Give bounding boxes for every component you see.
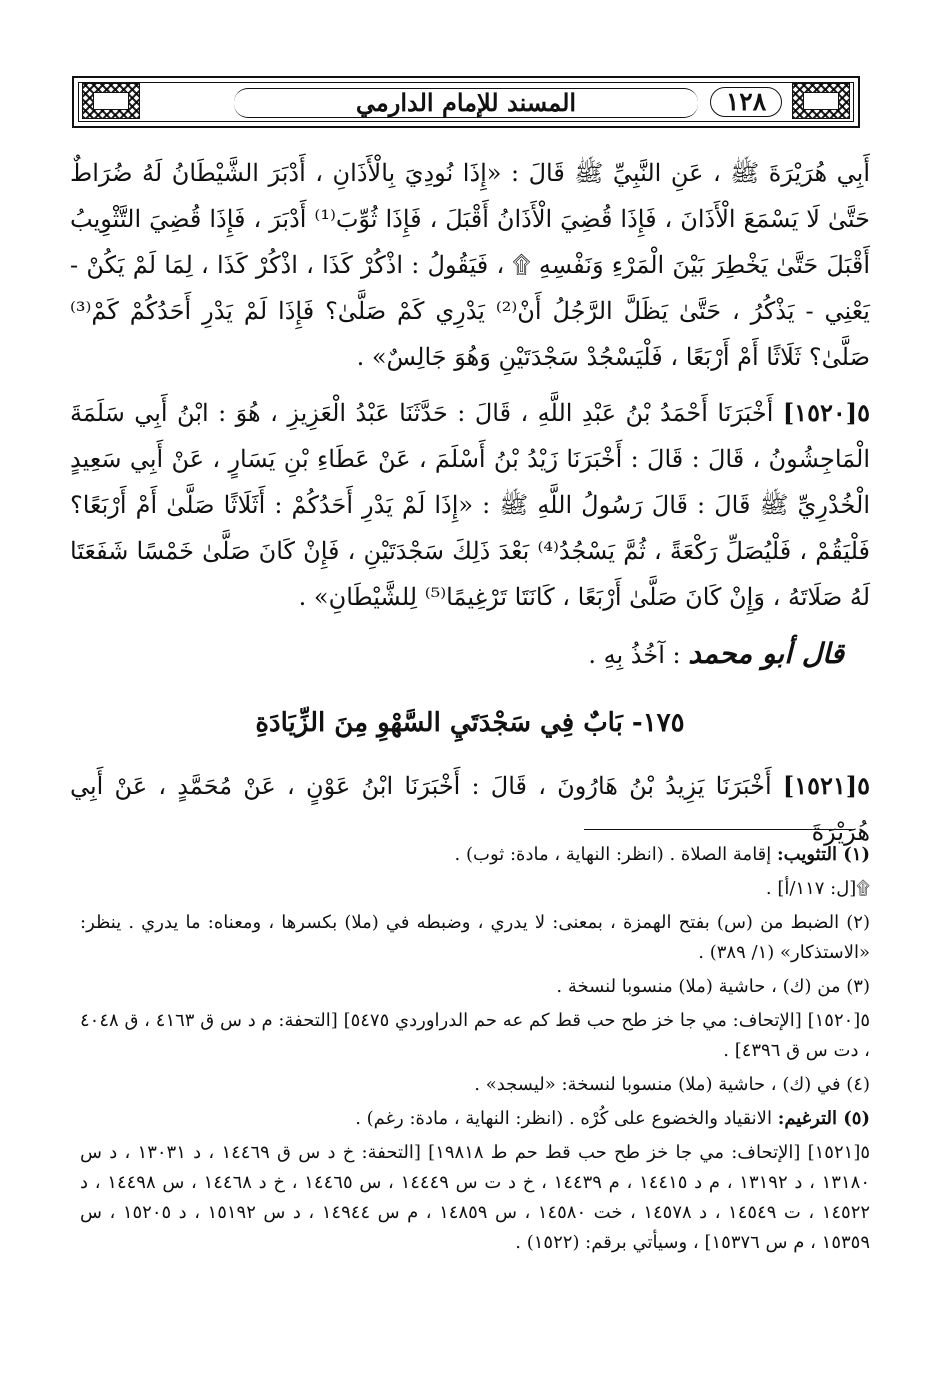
hadith-1519-continuation: أَبِي هُرَيْرَةَ ﷺ ، عَنِ النَّبِيِّ ﷺ قَالَ : «إِذَا نُودِيَ بِالْأَذَانِ ، أَدْبَرَ الشَّيْطَانُ لَهُ ضُرَاطٌ حَتَّىٰ لَا يَسْمَعَ الْأَذَانَ ، فَإِذَا قُضِيَ الْأَذَانُ أَقْبَلَ ، فَإِذَا ثُوِّبَ⁽¹⁾ أَدْبَرَ ، فَإِذَا قُضِيَ التَّثْوِيبُ أَقْبَلَ حَتَّىٰ يَخْطِرَ بَيْنَ الْمَرْءِ وَنَفْسِهِ ۩ ، فَيَقُولُ : اذْكُرْ كَذَا ، اذْكُرْ كَذَا ، لِمَا لَمْ يَكُنْ - يَعْنِي - يَذْكُرُ ، حَتَّىٰ يَظَلَّ الرَّجُلُ أَنْ⁽²⁾ يَدْرِي كَمْ صَلَّىٰ؟ فَإِذَا لَمْ يَدْرِ أَحَدُكُمْ كَمْ⁽³⁾ صَلَّىٰ؟ ثَلَاثًا أَمْ أَرْبَعًا ، فَلْيَسْجُدْ سَجْدَتَيْنِ وَهُوَ جَالِسٌ» . (70, 159, 870, 371)
footnote-1520-refs: ٥[١٥٢٠] [الإتحاف: مي جا خز طح حب قط كم عه حم الدراوردي ٥٤٧٥] [التحفة: م د س ق ٤١٦٣ ، ق ٤٠٤٨ ، دت س ق ٤٣٩٦] . (80, 1010, 870, 1061)
footnote-4: (٤) في (ك) ، حاشية (ملا) منسوبا لنسخة: «ليسجد» . (474, 1074, 870, 1095)
main-text (70, 150, 870, 855)
hadith-number: ٥[١٥٢١] (782, 771, 870, 800)
footnote-1521-refs: ٥[١٥٢١] [الإتحاف: مي جا خز طح حب قط حم ط ١٩٨١٨] [التحفة: خ د س ق ١٤٤٦٩ ، د ١٣٠٣١ ، د س ١٣١٨٠ ، د ١٣١٩٢ ، م د ١٤٤١٥ ، م ١٤٤٣٩ ، خ د ت س ١٤٤٤٩ ، س ١٤٤٦٥ ، خ د ١٤٤٦٨ ، س ١٤٤٩٨ ، د ١٤٥٢٢ ، ت ١٤٥٤٩ ، د ١٤٥٧٨ ، خت ١٤٥٨٠ ، س ١٤٨٥٩ ، م س ١٤٩٤٤ ، د س ١٥١٩٢ ، د ١٥٢٠٥ ، س ١٥٣٥٩ ، م س ١٥٣٧٦] ، وسيأتي برقم: (١٥٢٢) . (80, 1142, 871, 1253)
footnote-3: (٣) من (ك) ، حاشية (ملا) منسوبا لنسخة . (556, 976, 870, 997)
running-header (72, 76, 860, 128)
footnote-label: (١) التثويب: (777, 844, 870, 865)
hadith-text: أَخْبَرَنَا يَزِيدُ بْنُ هَارُونَ ، قَالَ : أَخْبَرَنَا ابْنُ عَوْنٍ ، عَنْ مُحَمَّدٍ ، عَنْ أَبِي هُرَيْرَةَ (70, 772, 870, 846)
footnote-1 (80, 840, 870, 870)
hadith-1520 (70, 390, 870, 620)
ornament-seal-left (82, 83, 140, 119)
comment-text: : آخُذُ بِهِ . (588, 641, 681, 669)
footnotes (80, 840, 870, 1262)
hadith-text: أَخْبَرَنَا أَحْمَدُ بْنُ عَبْدِ اللَّهِ ، قَالَ : حَدَّثَنَا عَبْدُ الْعَزِيزِ ، هُوَ : ابْنُ أَبِي سَلَمَةَ الْمَاجِشُونُ ، قَالَ : قَالَ : أَخْبَرَنَا زَيْدُ بْنُ أَسْلَمَ ، عَنْ عَطَاءِ بْنِ يَسَارٍ ، عَنْ أَبِي سَعِيدٍ الْخُدْرِيِّ ﷺ قَالَ : قَالَ رَسُولُ اللَّهِ ﷺ : «إِذَا لَمْ يَدْرِ أَحَدُكُمْ : أَثَلَاثًا صَلَّىٰ أَمْ أَرْبَعًا؟ فَلْيَقُمْ ، فَلْيُصَلِّ رَكْعَةً ، ثُمَّ يَسْجُدُ⁽⁴⁾ بَعْدَ ذَلِكَ سَجْدَتَيْنِ ، فَإِنْ كَانَ صَلَّىٰ خَمْسًا شَفَعَتَا لَهُ صَلَاتَهُ ، وَإِنْ كَانَ صَلَّىٰ أَرْبَعًا ، كَانَتَا تَرْغِيمًا⁽⁵⁾ لِلشَّيْطَانِ» . (70, 399, 871, 611)
chapter-heading: ١٧٥- بَابٌ فِي سَجْدَتَيِ السَّهْوِ مِنَ الزِّيَادَةِ (255, 708, 685, 738)
footnote-label: (٥) الترغيم: (777, 1108, 870, 1129)
footnote-2: (٢) الضبط من (س) بفتح الهمزة ، بمعنى: لا يدري ، وضبطه في (ملا) بكسرها ، ومعناه: ما يدري . ينظر: «الاستذكار» (١/ ٣٨٩) . (80, 912, 870, 963)
footnote-divider (584, 829, 854, 830)
running-title: المسند للإمام الدارمي (234, 88, 698, 118)
footnote-manuscript-ref: ۩[ل: ١١٧/أ] . (765, 878, 870, 899)
footnote-text: إقامة الصلاة . (انظر: النهاية ، مادة: ثوب) . (454, 844, 772, 865)
ornament-seal-right (792, 83, 850, 119)
page-number: ١٢٨ (710, 87, 782, 117)
footnote-text: الانقياد والخضوع على كُرْه . (انظر: النهاية ، مادة: رغم) . (355, 1108, 772, 1129)
footnote-5 (80, 1104, 870, 1134)
comment-label: قال أبو محمد (688, 637, 844, 670)
hadith-number: ٥[١٥٢٠] (782, 398, 870, 427)
darimi-comment (70, 634, 844, 675)
